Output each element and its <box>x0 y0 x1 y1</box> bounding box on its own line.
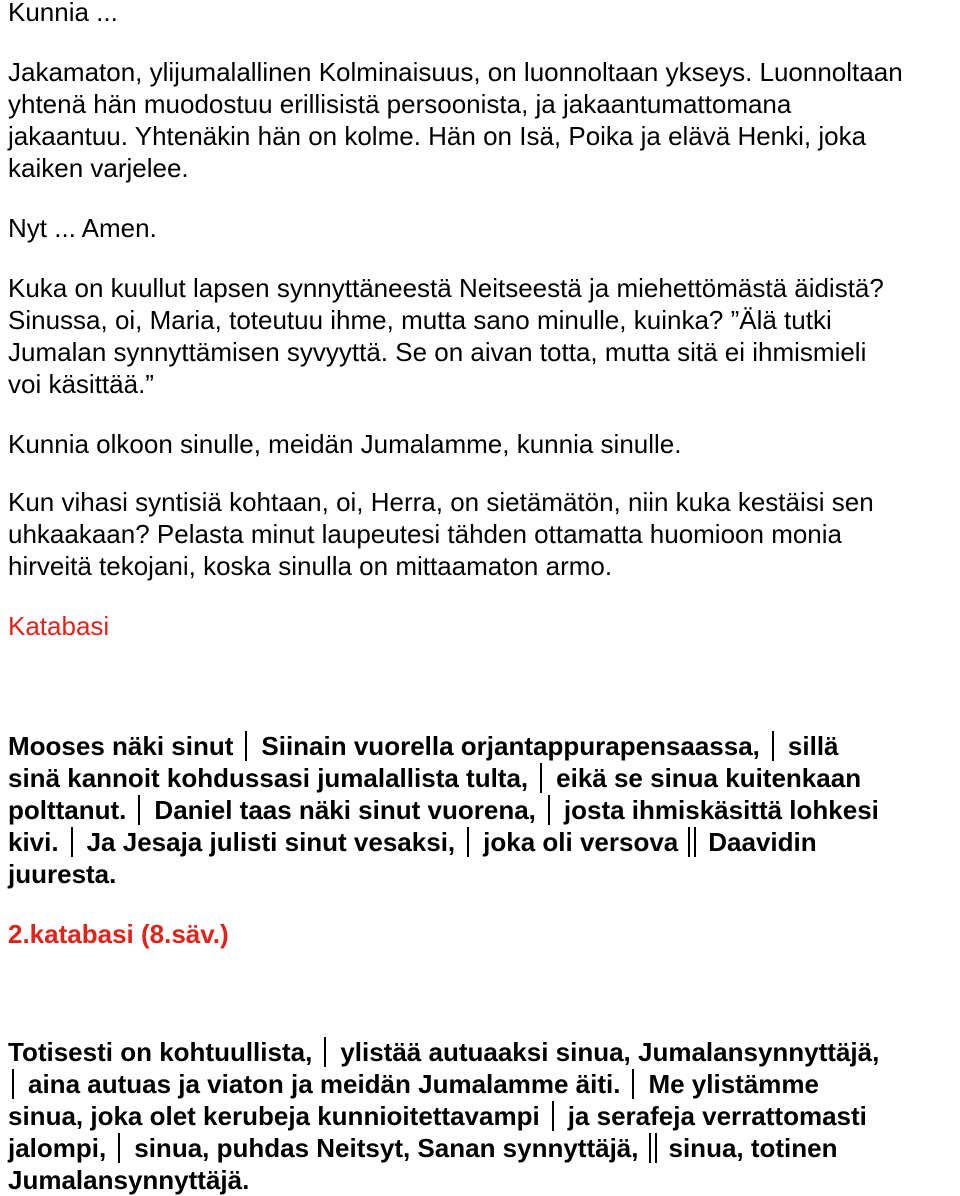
hymn-phrase: Daavidin <box>708 827 817 857</box>
hymn-phrase: polttanut. <box>8 795 127 825</box>
text-line: Kunnia olkoon sinulle, meidän Jumalamme, kunnia sinulle. <box>8 429 682 459</box>
hymn-phrase: ja serafeja verrattomasti <box>567 1101 867 1131</box>
hymn-phrase: Siinain vuorella orjantappurapensaassa, <box>261 731 760 761</box>
hymn-line <box>8 1100 879 1132</box>
phrase-separator <box>138 795 140 825</box>
paragraph-maria <box>8 272 884 400</box>
hymn-phrase: jalompi, <box>8 1133 107 1163</box>
text-line: uhkaakaan? Pelasta minut laupeutesi tähden ottamatta huomioon monia <box>8 519 843 549</box>
text-line: Jakamaton, ylijumalallinen Kolminaisuus, on luonnoltaan ykseys. Luonnoltaan <box>8 57 903 87</box>
hymn-phrase: Ja Jesaja julisti sinut vesaksi, <box>86 827 456 857</box>
heading-katabasi-2: 2.katabasi (8.säv.) <box>8 919 229 949</box>
text-line: hirveitä tekojani, koska sinulla on mittaamaton armo. <box>8 551 613 581</box>
phrase-separator <box>245 731 247 761</box>
hymn-phrase: sinua, totinen <box>668 1133 838 1163</box>
hymn-line <box>8 826 879 858</box>
text-line: kaiken varjelee. <box>8 153 189 183</box>
heading-katabasi: Katabasi <box>8 611 110 641</box>
phrase-separator <box>632 1069 634 1099</box>
hymn-phrase: eikä se sinua kuitenkaan <box>556 763 862 793</box>
hymn-phrase: Daniel taas näki sinut vuorena, <box>154 795 536 825</box>
paragraph-trinity <box>8 56 903 184</box>
double-separator <box>649 1133 657 1163</box>
phrase-separator <box>118 1133 120 1163</box>
text-line: Nyt ... Amen. <box>8 213 157 243</box>
phrase-separator <box>552 1101 554 1131</box>
phrase-separator <box>772 731 774 761</box>
hymn-phrase: Mooses näki sinut <box>8 731 234 761</box>
paragraph-kunnia <box>8 0 118 28</box>
hymn-line <box>8 730 879 762</box>
hymn-phrase: sinua, puhdas Neitsyt, Sanan synnyttäjä, <box>134 1133 639 1163</box>
phrase-separator <box>540 763 542 793</box>
hymn-line <box>8 762 879 794</box>
double-separator <box>688 827 696 857</box>
paragraph-glory <box>8 428 682 460</box>
phrase-separator <box>548 795 550 825</box>
hymn-line <box>8 794 879 826</box>
hymn-phrase: joka oli versova <box>483 827 679 857</box>
hymn-phrase: sinä kannoit kohdussasi jumalallista tulta, <box>8 763 529 793</box>
hymn-phrase: sinua, joka olet kerubeja kunnioitettavampi <box>8 1101 540 1131</box>
hymn-phrase: ylistää autuaaksi sinua, Jumalansynnyttäjä, <box>340 1037 880 1067</box>
phrase-separator <box>467 827 469 857</box>
phrase-separator <box>324 1037 326 1067</box>
hymn-line <box>8 1164 879 1196</box>
hymn-phrase: Totisesti on kohtuullista, <box>8 1037 313 1067</box>
text-line: jakaantuu. Yhtenäkin hän on kolme. Hän on Isä, Poika ja elävä Henki, joka <box>8 121 867 151</box>
hymn-phrase: josta ihmiskäsittä lohkesi <box>563 795 879 825</box>
text-line: voi käsittää.” <box>8 369 154 399</box>
hymn-line <box>8 1132 879 1164</box>
hymn-phrase: juuresta. <box>8 859 117 889</box>
phrase-separator <box>71 827 73 857</box>
hymn-phrase: aina autuas ja viaton ja meidän Jumalamme äiti. <box>28 1069 621 1099</box>
hymn-phrase: Jumalansynnyttäjä. <box>8 1165 250 1195</box>
hymn-katabasi-1 <box>8 730 879 890</box>
phrase-separator <box>12 1069 14 1099</box>
text-line: Jumalan synnyttämisen syvyyttä. Se on aivan totta, mutta sitä ei ihmismieli <box>8 337 867 367</box>
hymn-line <box>8 858 879 890</box>
hymn-line <box>8 1068 879 1100</box>
hymn-phrase: Me ylistämme <box>648 1069 819 1099</box>
hymn-phrase: kivi. <box>8 827 59 857</box>
text-line: yhtenä hän muodostuu erillisistä persoonista, ja jakaantumattomana <box>8 89 792 119</box>
hymn-line <box>8 1036 879 1068</box>
text-line: Kunnia ... <box>8 0 118 27</box>
paragraph-mercy <box>8 486 874 582</box>
text-line: Kuka on kuullut lapsen synnyttäneestä Neitseestä ja miehettömästä äidistä? <box>8 273 884 303</box>
hymn-phrase: sillä <box>787 731 839 761</box>
text-line: Sinussa, oi, Maria, toteutuu ihme, mutta sano minulle, kuinka? ”Älä tutki <box>8 305 832 335</box>
paragraph-nyt-amen <box>8 212 157 244</box>
text-line: Kun vihasi syntisiä kohtaan, oi, Herra, on sietämätön, niin kuka kestäisi sen <box>8 487 874 517</box>
hymn-katabasi-2 <box>8 1036 879 1196</box>
